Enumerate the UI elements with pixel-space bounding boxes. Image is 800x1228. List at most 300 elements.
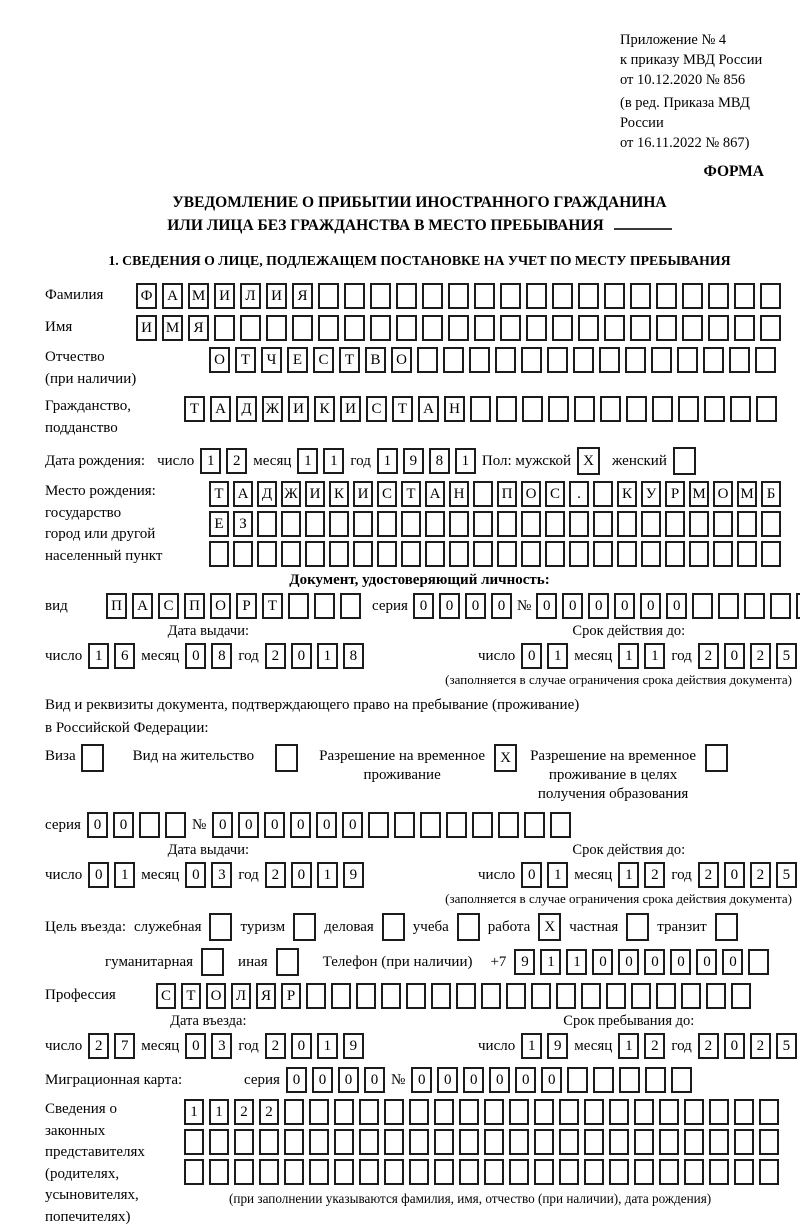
valid-year-cells[interactable] — [698, 643, 797, 669]
permit-issue-day-cells[interactable] — [88, 862, 135, 888]
char-cell[interactable] — [209, 1129, 229, 1155]
char-cell[interactable] — [759, 1099, 779, 1125]
char-cell[interactable] — [730, 396, 751, 422]
char-cell[interactable]: К — [617, 481, 637, 507]
char-cell[interactable] — [550, 812, 571, 838]
purpose-business-checkbox[interactable] — [382, 913, 405, 941]
char-cell[interactable]: П — [497, 481, 517, 507]
char-cell[interactable]: 0 — [364, 1067, 385, 1093]
stay-day-cells[interactable] — [521, 1033, 568, 1059]
char-cell[interactable]: 2 — [750, 1033, 771, 1059]
char-cell[interactable]: 2 — [698, 1033, 719, 1059]
char-cell[interactable]: К — [329, 481, 349, 507]
char-cell[interactable]: 2 — [698, 643, 719, 669]
doc-kind-cells[interactable] — [106, 593, 361, 619]
char-cell[interactable] — [656, 983, 676, 1009]
char-cell[interactable] — [259, 1129, 279, 1155]
char-cell[interactable] — [448, 283, 469, 309]
char-cell[interactable]: 1 — [184, 1099, 204, 1125]
temp-residence-education-checkbox[interactable] — [705, 744, 728, 772]
char-cell[interactable] — [449, 541, 469, 567]
char-cell[interactable]: Я — [292, 283, 313, 309]
char-cell[interactable] — [593, 511, 613, 537]
char-cell[interactable]: 0 — [338, 1067, 359, 1093]
char-cell[interactable]: 1 — [317, 643, 338, 669]
char-cell[interactable] — [469, 347, 490, 373]
char-cell[interactable]: 0 — [670, 949, 691, 975]
char-cell[interactable]: Р — [281, 983, 301, 1009]
char-cell[interactable] — [656, 283, 677, 309]
char-cell[interactable]: С — [313, 347, 334, 373]
char-cell[interactable]: 1 — [317, 862, 338, 888]
char-cell[interactable]: 0 — [291, 1033, 312, 1059]
char-cell[interactable]: 0 — [342, 812, 363, 838]
char-cell[interactable]: X — [538, 913, 561, 941]
char-cell[interactable]: М — [162, 315, 183, 341]
char-cell[interactable] — [631, 983, 651, 1009]
sex-male-checkbox[interactable] — [577, 447, 600, 475]
char-cell[interactable]: Ч — [261, 347, 282, 373]
char-cell[interactable] — [497, 511, 517, 537]
char-cell[interactable] — [559, 1099, 579, 1125]
char-cell[interactable] — [744, 593, 765, 619]
permit-issue-month-cells[interactable] — [185, 862, 232, 888]
birth-place-row1-cells[interactable] — [209, 481, 781, 507]
char-cell[interactable] — [645, 1067, 666, 1093]
char-cell[interactable] — [484, 1099, 504, 1125]
birth-day-cells[interactable] — [200, 448, 247, 474]
char-cell[interactable] — [547, 347, 568, 373]
char-cell[interactable]: 8 — [343, 643, 364, 669]
char-cell[interactable]: А — [418, 396, 439, 422]
char-cell[interactable] — [755, 347, 776, 373]
birth-year-cells[interactable] — [377, 448, 476, 474]
char-cell[interactable]: Т — [401, 481, 421, 507]
char-cell[interactable] — [384, 1129, 404, 1155]
char-cell[interactable] — [569, 541, 589, 567]
char-cell[interactable]: Е — [209, 511, 229, 537]
char-cell[interactable] — [472, 812, 493, 838]
char-cell[interactable] — [684, 1129, 704, 1155]
char-cell[interactable] — [548, 396, 569, 422]
temp-residence-checkbox[interactable] — [494, 744, 517, 772]
char-cell[interactable] — [359, 1099, 379, 1125]
char-cell[interactable]: А — [132, 593, 153, 619]
char-cell[interactable]: С — [158, 593, 179, 619]
char-cell[interactable]: 0 — [588, 593, 609, 619]
char-cell[interactable] — [498, 812, 519, 838]
char-cell[interactable]: 0 — [87, 812, 108, 838]
char-cell[interactable] — [165, 812, 186, 838]
char-cell[interactable]: Д — [257, 481, 277, 507]
char-cell[interactable] — [474, 283, 495, 309]
char-cell[interactable] — [406, 983, 426, 1009]
birth-place-row3-cells[interactable] — [209, 541, 781, 567]
char-cell[interactable] — [184, 1129, 204, 1155]
char-cell[interactable]: 5 — [776, 862, 797, 888]
char-cell[interactable]: 0 — [463, 1067, 484, 1093]
issue-day-cells[interactable] — [88, 643, 135, 669]
char-cell[interactable] — [377, 511, 397, 537]
char-cell[interactable] — [473, 511, 493, 537]
char-cell[interactable] — [796, 593, 800, 619]
char-cell[interactable] — [359, 1129, 379, 1155]
char-cell[interactable]: 0 — [666, 593, 687, 619]
char-cell[interactable]: 2 — [750, 862, 771, 888]
char-cell[interactable] — [306, 983, 326, 1009]
char-cell[interactable] — [334, 1099, 354, 1125]
char-cell[interactable] — [401, 511, 421, 537]
char-cell[interactable] — [434, 1099, 454, 1125]
doc-number-cells[interactable] — [536, 593, 800, 619]
char-cell[interactable] — [600, 396, 621, 422]
char-cell[interactable] — [459, 1129, 479, 1155]
char-cell[interactable]: С — [156, 983, 176, 1009]
char-cell[interactable] — [593, 541, 613, 567]
char-cell[interactable] — [713, 511, 733, 537]
char-cell[interactable] — [619, 1067, 640, 1093]
char-cell[interactable]: Л — [231, 983, 251, 1009]
char-cell[interactable] — [704, 396, 725, 422]
char-cell[interactable] — [201, 948, 224, 976]
char-cell[interactable] — [578, 283, 599, 309]
char-cell[interactable] — [305, 541, 325, 567]
char-cell[interactable]: 2 — [698, 862, 719, 888]
char-cell[interactable]: Д — [236, 396, 257, 422]
char-cell[interactable]: 7 — [114, 1033, 135, 1059]
char-cell[interactable] — [318, 315, 339, 341]
char-cell[interactable] — [761, 511, 781, 537]
char-cell[interactable] — [609, 1129, 629, 1155]
entry-month-cells[interactable] — [185, 1033, 232, 1059]
char-cell[interactable] — [703, 347, 724, 373]
entry-year-cells[interactable] — [265, 1033, 364, 1059]
char-cell[interactable] — [729, 347, 750, 373]
char-cell[interactable]: Т — [262, 593, 283, 619]
char-cell[interactable]: 1 — [566, 949, 587, 975]
char-cell[interactable]: 0 — [644, 949, 665, 975]
char-cell[interactable] — [431, 983, 451, 1009]
char-cell[interactable] — [509, 1129, 529, 1155]
char-cell[interactable]: Ж — [262, 396, 283, 422]
char-cell[interactable] — [139, 812, 160, 838]
char-cell[interactable] — [370, 315, 391, 341]
char-cell[interactable] — [340, 593, 361, 619]
char-cell[interactable]: 0 — [411, 1067, 432, 1093]
char-cell[interactable] — [434, 1129, 454, 1155]
char-cell[interactable] — [609, 1099, 629, 1125]
char-cell[interactable]: 0 — [515, 1067, 536, 1093]
char-cell[interactable] — [617, 511, 637, 537]
char-cell[interactable] — [641, 511, 661, 537]
char-cell[interactable] — [257, 511, 277, 537]
char-cell[interactable] — [496, 396, 517, 422]
patronymic-cells[interactable] — [209, 347, 776, 373]
char-cell[interactable]: . — [569, 481, 589, 507]
char-cell[interactable] — [651, 347, 672, 373]
char-cell[interactable]: С — [545, 481, 565, 507]
char-cell[interactable]: 1 — [644, 643, 665, 669]
char-cell[interactable]: 6 — [114, 643, 135, 669]
char-cell[interactable]: О — [521, 481, 541, 507]
char-cell[interactable]: 9 — [343, 1033, 364, 1059]
char-cell[interactable] — [734, 1099, 754, 1125]
char-cell[interactable]: 1 — [540, 949, 561, 975]
valid-month-cells[interactable] — [618, 643, 665, 669]
char-cell[interactable] — [665, 511, 685, 537]
char-cell[interactable]: П — [184, 593, 205, 619]
char-cell[interactable] — [276, 948, 299, 976]
char-cell[interactable] — [599, 347, 620, 373]
char-cell[interactable]: 1 — [618, 643, 639, 669]
char-cell[interactable]: 0 — [238, 812, 259, 838]
char-cell[interactable]: Е — [287, 347, 308, 373]
entry-day-cells[interactable] — [88, 1033, 135, 1059]
char-cell[interactable]: 2 — [644, 862, 665, 888]
char-cell[interactable] — [344, 315, 365, 341]
char-cell[interactable]: А — [210, 396, 231, 422]
char-cell[interactable] — [573, 347, 594, 373]
char-cell[interactable]: 9 — [547, 1033, 568, 1059]
char-cell[interactable]: Я — [256, 983, 276, 1009]
char-cell[interactable] — [81, 744, 104, 772]
char-cell[interactable] — [500, 315, 521, 341]
char-cell[interactable] — [761, 541, 781, 567]
char-cell[interactable] — [526, 283, 547, 309]
name-cells[interactable] — [136, 315, 781, 341]
char-cell[interactable]: Ж — [281, 481, 301, 507]
char-cell[interactable]: 0 — [88, 862, 109, 888]
citizenship-cells[interactable] — [184, 396, 777, 422]
char-cell[interactable] — [209, 913, 232, 941]
char-cell[interactable] — [604, 283, 625, 309]
char-cell[interactable] — [682, 315, 703, 341]
char-cell[interactable] — [420, 812, 441, 838]
migration-series-cells[interactable] — [286, 1067, 385, 1093]
char-cell[interactable]: 1 — [547, 643, 568, 669]
char-cell[interactable] — [382, 913, 405, 941]
char-cell[interactable] — [689, 511, 709, 537]
char-cell[interactable]: 0 — [185, 862, 206, 888]
char-cell[interactable] — [665, 541, 685, 567]
char-cell[interactable]: 0 — [413, 593, 434, 619]
char-cell[interactable] — [521, 347, 542, 373]
char-cell[interactable]: 3 — [211, 862, 232, 888]
char-cell[interactable] — [630, 315, 651, 341]
char-cell[interactable]: А — [162, 283, 183, 309]
permit-issue-year-cells[interactable] — [265, 862, 364, 888]
char-cell[interactable]: В — [365, 347, 386, 373]
char-cell[interactable] — [593, 481, 613, 507]
char-cell[interactable] — [626, 913, 649, 941]
char-cell[interactable] — [344, 283, 365, 309]
char-cell[interactable]: Т — [209, 481, 229, 507]
char-cell[interactable] — [500, 283, 521, 309]
char-cell[interactable]: 0 — [465, 593, 486, 619]
char-cell[interactable]: 0 — [439, 593, 460, 619]
char-cell[interactable] — [401, 541, 421, 567]
char-cell[interactable]: 1 — [547, 862, 568, 888]
char-cell[interactable]: М — [737, 481, 757, 507]
char-cell[interactable] — [625, 347, 646, 373]
char-cell[interactable]: 0 — [312, 1067, 333, 1093]
char-cell[interactable] — [353, 511, 373, 537]
char-cell[interactable] — [284, 1099, 304, 1125]
doc-series-cells[interactable] — [413, 593, 512, 619]
char-cell[interactable] — [734, 315, 755, 341]
char-cell[interactable]: 0 — [640, 593, 661, 619]
char-cell[interactable] — [673, 447, 696, 475]
char-cell[interactable] — [567, 1067, 588, 1093]
char-cell[interactable] — [470, 396, 491, 422]
char-cell[interactable] — [545, 541, 565, 567]
char-cell[interactable] — [681, 983, 701, 1009]
char-cell[interactable] — [584, 1099, 604, 1125]
char-cell[interactable]: У — [641, 481, 661, 507]
char-cell[interactable]: М — [689, 481, 709, 507]
char-cell[interactable] — [473, 481, 493, 507]
char-cell[interactable]: К — [314, 396, 335, 422]
char-cell[interactable] — [329, 511, 349, 537]
char-cell[interactable] — [281, 511, 301, 537]
char-cell[interactable]: 1 — [455, 448, 476, 474]
char-cell[interactable]: О — [209, 347, 230, 373]
char-cell[interactable] — [689, 541, 709, 567]
char-cell[interactable] — [425, 511, 445, 537]
char-cell[interactable]: З — [233, 511, 253, 537]
stay-year-cells[interactable] — [698, 1033, 797, 1059]
char-cell[interactable] — [284, 1129, 304, 1155]
char-cell[interactable]: Н — [449, 481, 469, 507]
migration-number-cells[interactable] — [411, 1067, 692, 1093]
char-cell[interactable] — [368, 812, 389, 838]
char-cell[interactable] — [331, 983, 351, 1009]
char-cell[interactable] — [526, 315, 547, 341]
char-cell[interactable] — [706, 983, 726, 1009]
residence-permit-checkbox[interactable] — [275, 744, 298, 772]
char-cell[interactable] — [309, 1099, 329, 1125]
char-cell[interactable] — [309, 1129, 329, 1155]
char-cell[interactable] — [214, 315, 235, 341]
char-cell[interactable] — [652, 396, 673, 422]
char-cell[interactable] — [713, 541, 733, 567]
char-cell[interactable] — [459, 1099, 479, 1125]
char-cell[interactable] — [384, 1099, 404, 1125]
char-cell[interactable]: X — [494, 744, 517, 772]
char-cell[interactable]: И — [340, 396, 361, 422]
char-cell[interactable] — [578, 315, 599, 341]
char-cell[interactable] — [305, 511, 325, 537]
char-cell[interactable] — [756, 396, 777, 422]
char-cell[interactable] — [705, 744, 728, 772]
permit-series-cells[interactable] — [87, 812, 186, 838]
char-cell[interactable]: 0 — [521, 862, 542, 888]
char-cell[interactable]: 2 — [644, 1033, 665, 1059]
char-cell[interactable] — [734, 283, 755, 309]
char-cell[interactable] — [634, 1099, 654, 1125]
char-cell[interactable] — [334, 1129, 354, 1155]
char-cell[interactable] — [604, 315, 625, 341]
char-cell[interactable] — [396, 315, 417, 341]
char-cell[interactable] — [281, 541, 301, 567]
issue-year-cells[interactable] — [265, 643, 364, 669]
char-cell[interactable] — [409, 1129, 429, 1155]
birth-place-row2-cells[interactable] — [209, 511, 781, 537]
char-cell[interactable] — [484, 1129, 504, 1155]
char-cell[interactable] — [708, 283, 729, 309]
char-cell[interactable]: 0 — [113, 812, 134, 838]
char-cell[interactable]: Т — [339, 347, 360, 373]
char-cell[interactable]: 1 — [377, 448, 398, 474]
char-cell[interactable]: X — [577, 447, 600, 475]
char-cell[interactable] — [574, 396, 595, 422]
char-cell[interactable]: Б — [761, 481, 781, 507]
char-cell[interactable] — [559, 1129, 579, 1155]
char-cell[interactable]: 0 — [264, 812, 285, 838]
char-cell[interactable]: И — [214, 283, 235, 309]
char-cell[interactable]: А — [233, 481, 253, 507]
purpose-transit-checkbox[interactable] — [715, 913, 738, 941]
char-cell[interactable] — [425, 541, 445, 567]
char-cell[interactable] — [593, 1067, 614, 1093]
char-cell[interactable]: О — [391, 347, 412, 373]
char-cell[interactable] — [748, 949, 769, 975]
char-cell[interactable]: 2 — [226, 448, 247, 474]
char-cell[interactable]: 0 — [592, 949, 613, 975]
char-cell[interactable] — [682, 283, 703, 309]
char-cell[interactable]: 0 — [696, 949, 717, 975]
char-cell[interactable] — [715, 913, 738, 941]
char-cell[interactable] — [606, 983, 626, 1009]
char-cell[interactable] — [671, 1067, 692, 1093]
char-cell[interactable]: М — [188, 283, 209, 309]
birth-month-cells[interactable] — [297, 448, 344, 474]
char-cell[interactable] — [443, 347, 464, 373]
char-cell[interactable] — [377, 541, 397, 567]
sex-female-checkbox[interactable] — [673, 447, 696, 475]
char-cell[interactable] — [617, 541, 637, 567]
char-cell[interactable]: С — [377, 481, 397, 507]
issue-month-cells[interactable] — [185, 643, 232, 669]
char-cell[interactable] — [457, 913, 480, 941]
char-cell[interactable]: 0 — [536, 593, 557, 619]
char-cell[interactable] — [552, 315, 573, 341]
char-cell[interactable] — [292, 315, 313, 341]
char-cell[interactable] — [556, 983, 576, 1009]
char-cell[interactable]: И — [288, 396, 309, 422]
char-cell[interactable] — [709, 1129, 729, 1155]
char-cell[interactable] — [353, 541, 373, 567]
char-cell[interactable] — [417, 347, 438, 373]
char-cell[interactable]: 0 — [286, 1067, 307, 1093]
char-cell[interactable]: 1 — [618, 1033, 639, 1059]
char-cell[interactable] — [318, 283, 339, 309]
char-cell[interactable] — [209, 541, 229, 567]
char-cell[interactable]: 0 — [724, 643, 745, 669]
char-cell[interactable]: 0 — [212, 812, 233, 838]
char-cell[interactable] — [409, 1099, 429, 1125]
surname-cells[interactable] — [136, 283, 781, 309]
char-cell[interactable] — [545, 511, 565, 537]
purpose-work-checkbox[interactable] — [538, 913, 561, 941]
char-cell[interactable] — [630, 283, 651, 309]
char-cell[interactable] — [449, 511, 469, 537]
char-cell[interactable] — [521, 511, 541, 537]
char-cell[interactable]: 0 — [541, 1067, 562, 1093]
char-cell[interactable]: И — [353, 481, 373, 507]
permit-valid-day-cells[interactable] — [521, 862, 568, 888]
char-cell[interactable] — [356, 983, 376, 1009]
